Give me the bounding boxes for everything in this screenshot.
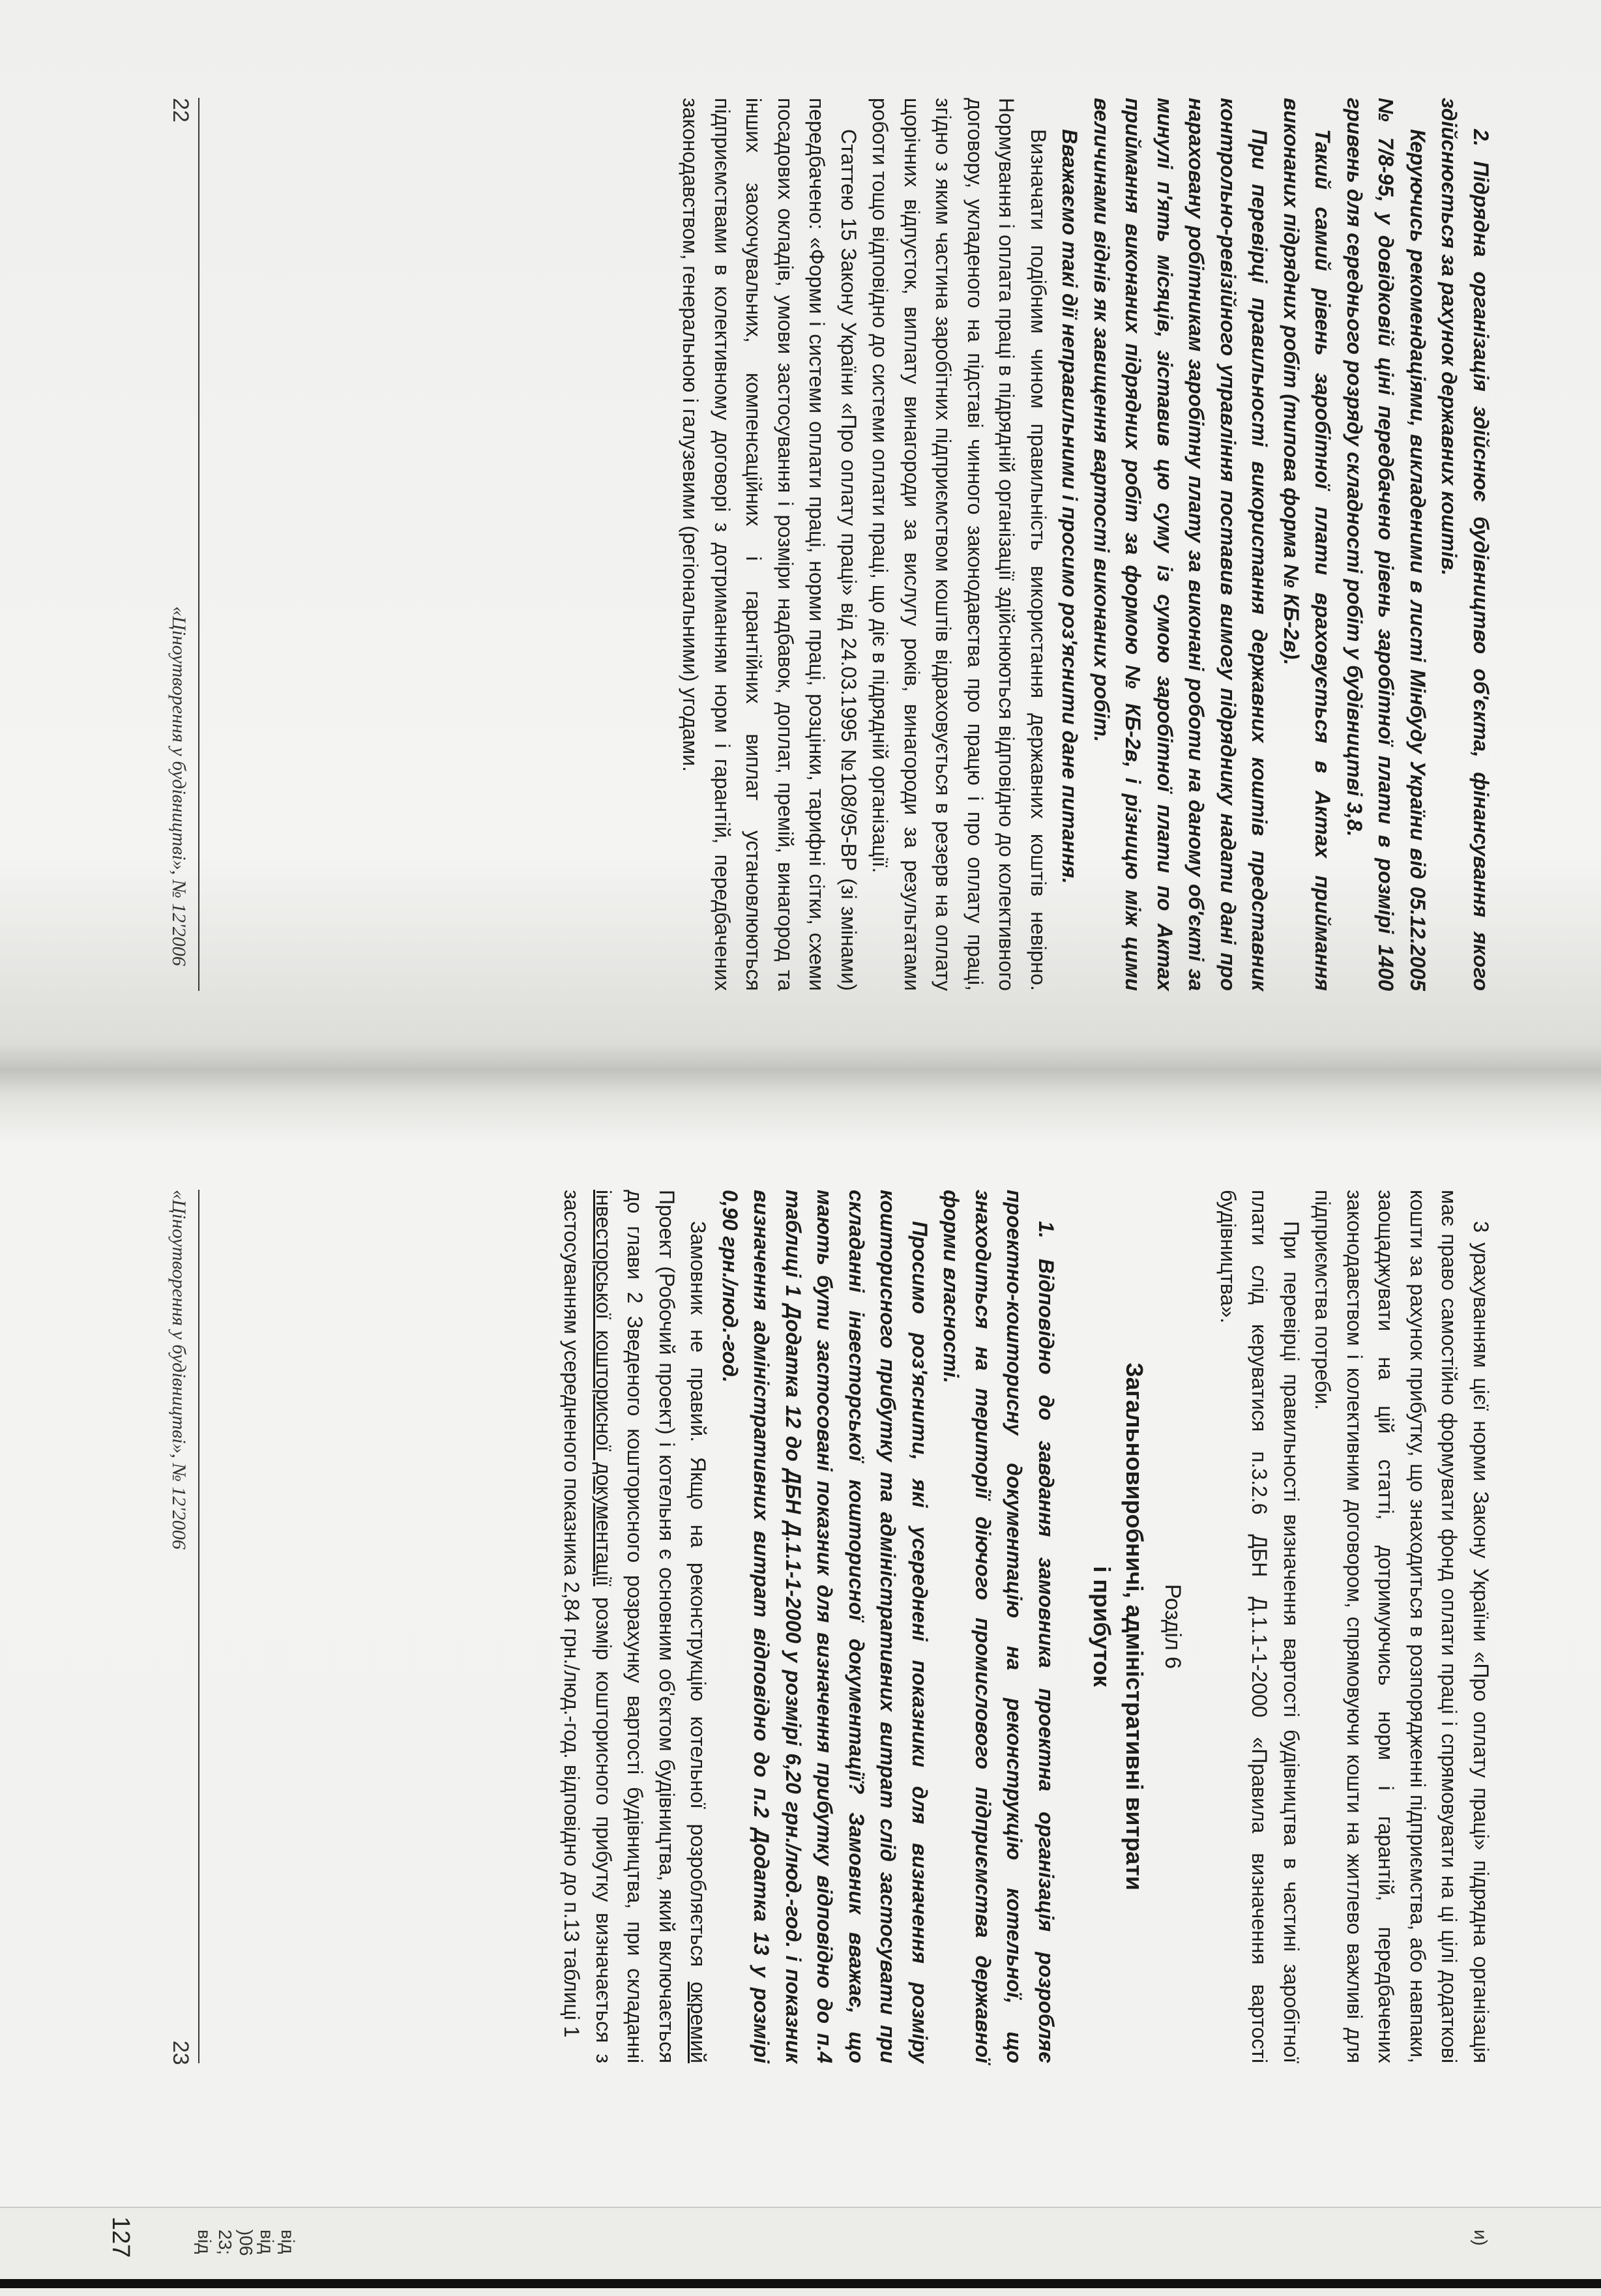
question-2-heading: 2. Підрядна організація здійснює будівництво об'єкта, фінансування якого здійснюється за рахунок державних коштів.	[1437, 98, 1493, 991]
section-title-line-1: Загальновиробничі, адміністративні витрати	[1121, 1362, 1148, 1891]
page-number-left: 22	[168, 98, 193, 123]
next-page-number: 127	[107, 2216, 134, 2258]
answer-2-paragraph-1: Визначати подібним чином правильність використання державних коштів невірно. Нормування і оплата праці в підрядній організації здійснюються відповідно до колективного договору, укладеного на підставі чинного законодавства про працю і про оплату праці, згідно з яким частина заробітних підприємством коштів відраховується в резерв на оплату щорічних відпусток, виплату винагороди за вислугу років, винагороди за результатами роботи тощо відповідно до системи оплати праці, що діє в підрядній організації.	[868, 98, 1050, 991]
footer-rule	[198, 98, 199, 991]
left-page-text	[675, 98, 1497, 991]
answer-2-continued-1: 3 урахуванням цієї норми Закону України «Про оплату праці» підрядна організація має право самостійно формувати фонд оплати праці і спрямовувати на ці цілі додаткові кошти за рахунок прибутку, що знаходиться в розпорядженні підприємства, або навпаки, заощаджувати на цій статті, дотримуючись норм і гарантій, передбачених законодавством і колективним договором, спрямовуючи кошти на житлево важливі для підприємства потреби.	[1311, 1190, 1493, 2063]
answer-1-underlined-b: інвесторської кошторисної документації	[592, 1190, 615, 1587]
answer-2-continued-2: При перевірці правильності визначення вартості будівництва в частині заробітної плати слід керуватися п.3.2.6 ДБН Д.1.1-1-2000 «Правила визначення вартості будівництва».	[1216, 1190, 1303, 2063]
section-title-line-2: і прибуток	[1089, 1566, 1115, 1687]
next-page-fragment: )06	[236, 2230, 256, 2256]
next-page-fragment: від	[194, 2230, 214, 2254]
answer-1-paragraph	[556, 1190, 714, 2063]
left-page	[0, 0, 1601, 1069]
answer-2-paragraph-2: Статтею 15 Закону України «Про оплату праці» від 24.03.1995 №108/95-ВР (зі змінами) передбачено: «Форми і системи оплати праці, норми праці, розцінки, тарифні сітки, схеми посадових окладів, умови застосування і розміри надбавок, доплат, премій, винагород та інших заохочувальних, компенсаційних і гарантійних виплат установлюються підприємствами в колективному договорі з дотриманням норм і гарантій, передбачених законодавством, генеральною і галузевими (регіональними) угодами.	[679, 98, 860, 991]
right-page-text	[556, 1190, 1497, 2063]
next-page-fragment: и)	[1471, 2230, 1491, 2246]
answer-1-text-b: Проект (Робочий проект) і котельня є основним об'єктом будівництва, який включається до глави 2 Зведеного кошторисного розрахунку вартості будівництва, при складанні	[623, 1190, 679, 2063]
right-page	[0, 1069, 1601, 2295]
answer-1-text-a: Замовник не правий. Якщо на реконструкцію котельної розробляється	[686, 1221, 711, 1982]
next-page-fragment: від	[278, 2230, 298, 2254]
binding-gutter	[0, 1043, 1601, 1095]
page-number-right: 23	[168, 2040, 193, 2065]
question-1-body: Просимо роз'яснити, які усереднені показники для визначення розміру кошторисного прибутку та адміністративних витрат слід застосувати при складанні інвесторської кошторисної документації? Замовник вважає, що мають бути застосовані показник для визначення прибутку відповідно до п.4 таблиці 1 Додатка 12 до ДБН Д.1.1-1-2000 у розмірі 6,20 грн./люд.-год. і показник визначення адміністративних витрат відповідно до п.2 Додатка 13 у розмірі 0,90 грн./люд.-год.	[718, 1190, 932, 2063]
question-1-heading: 1. Відповідно до завдання замовника проектна організація розробляє проектно-кошторисну документацію на реконструкцію котельної, що знаходиться на території діючого промислового підприємства державної форми власності.	[939, 1190, 1058, 2063]
footer-rule	[198, 1190, 199, 2063]
answer-1-text-c: розмір кошторисного прибутку визначається з застосуванням усередненого показника 2,84 грн./люд.-год. відповідно до п.13 таблиці 1	[560, 1190, 615, 2064]
journal-footer-left: «Ціноутворення у будівництві», № 12'2006	[168, 606, 190, 966]
answer-1-underlined-a: окремий	[686, 1981, 711, 2063]
question-2-request: Вважаємо такі дії неправильними і просимо роз'яснити дане питання.	[1058, 129, 1082, 884]
question-2-body-2: Такий самий рівень заробітної плати враховується в Актах приймання виконаних підрядних робіт (типова форма № КБ-2в).	[1280, 98, 1335, 991]
next-page-fragment: 23;	[215, 2230, 235, 2255]
next-page-fragment: від	[257, 2230, 277, 2254]
scan-dark-edge	[0, 2279, 1601, 2288]
section-label: Розділ 6	[1160, 1583, 1186, 1670]
question-2-body-1: Керуючись рекомендаціями, викладеними в листі Мінбуду України від 05.12.2005 № 7/8-95, у довідковій ціні передбачено рівень заробітної плати в розмірі 1400 гривень для середнього розряду складності робіт у будівництві 3,8.	[1343, 98, 1430, 991]
section-title	[1085, 1190, 1151, 2063]
journal-footer-right: «Ціноутворення у будівництві», № 12'2006	[168, 1190, 190, 1550]
question-2-body-3: При перевірці правильності використання державних коштів представник контрольно-ревізійного управління поставив вимогу підряднику надати дані про нараховану робітникам заробітну плату за виконані роботи на даному об'єкті за минулі п'ять місяців, зіставив цю суму із сумою заробітної плати по Актах приймання виконаних підрядних робіт за формою № КБ-2в, і різницю між цими величинами віднів як завищення вартості виконаних робіт.	[1090, 98, 1272, 991]
